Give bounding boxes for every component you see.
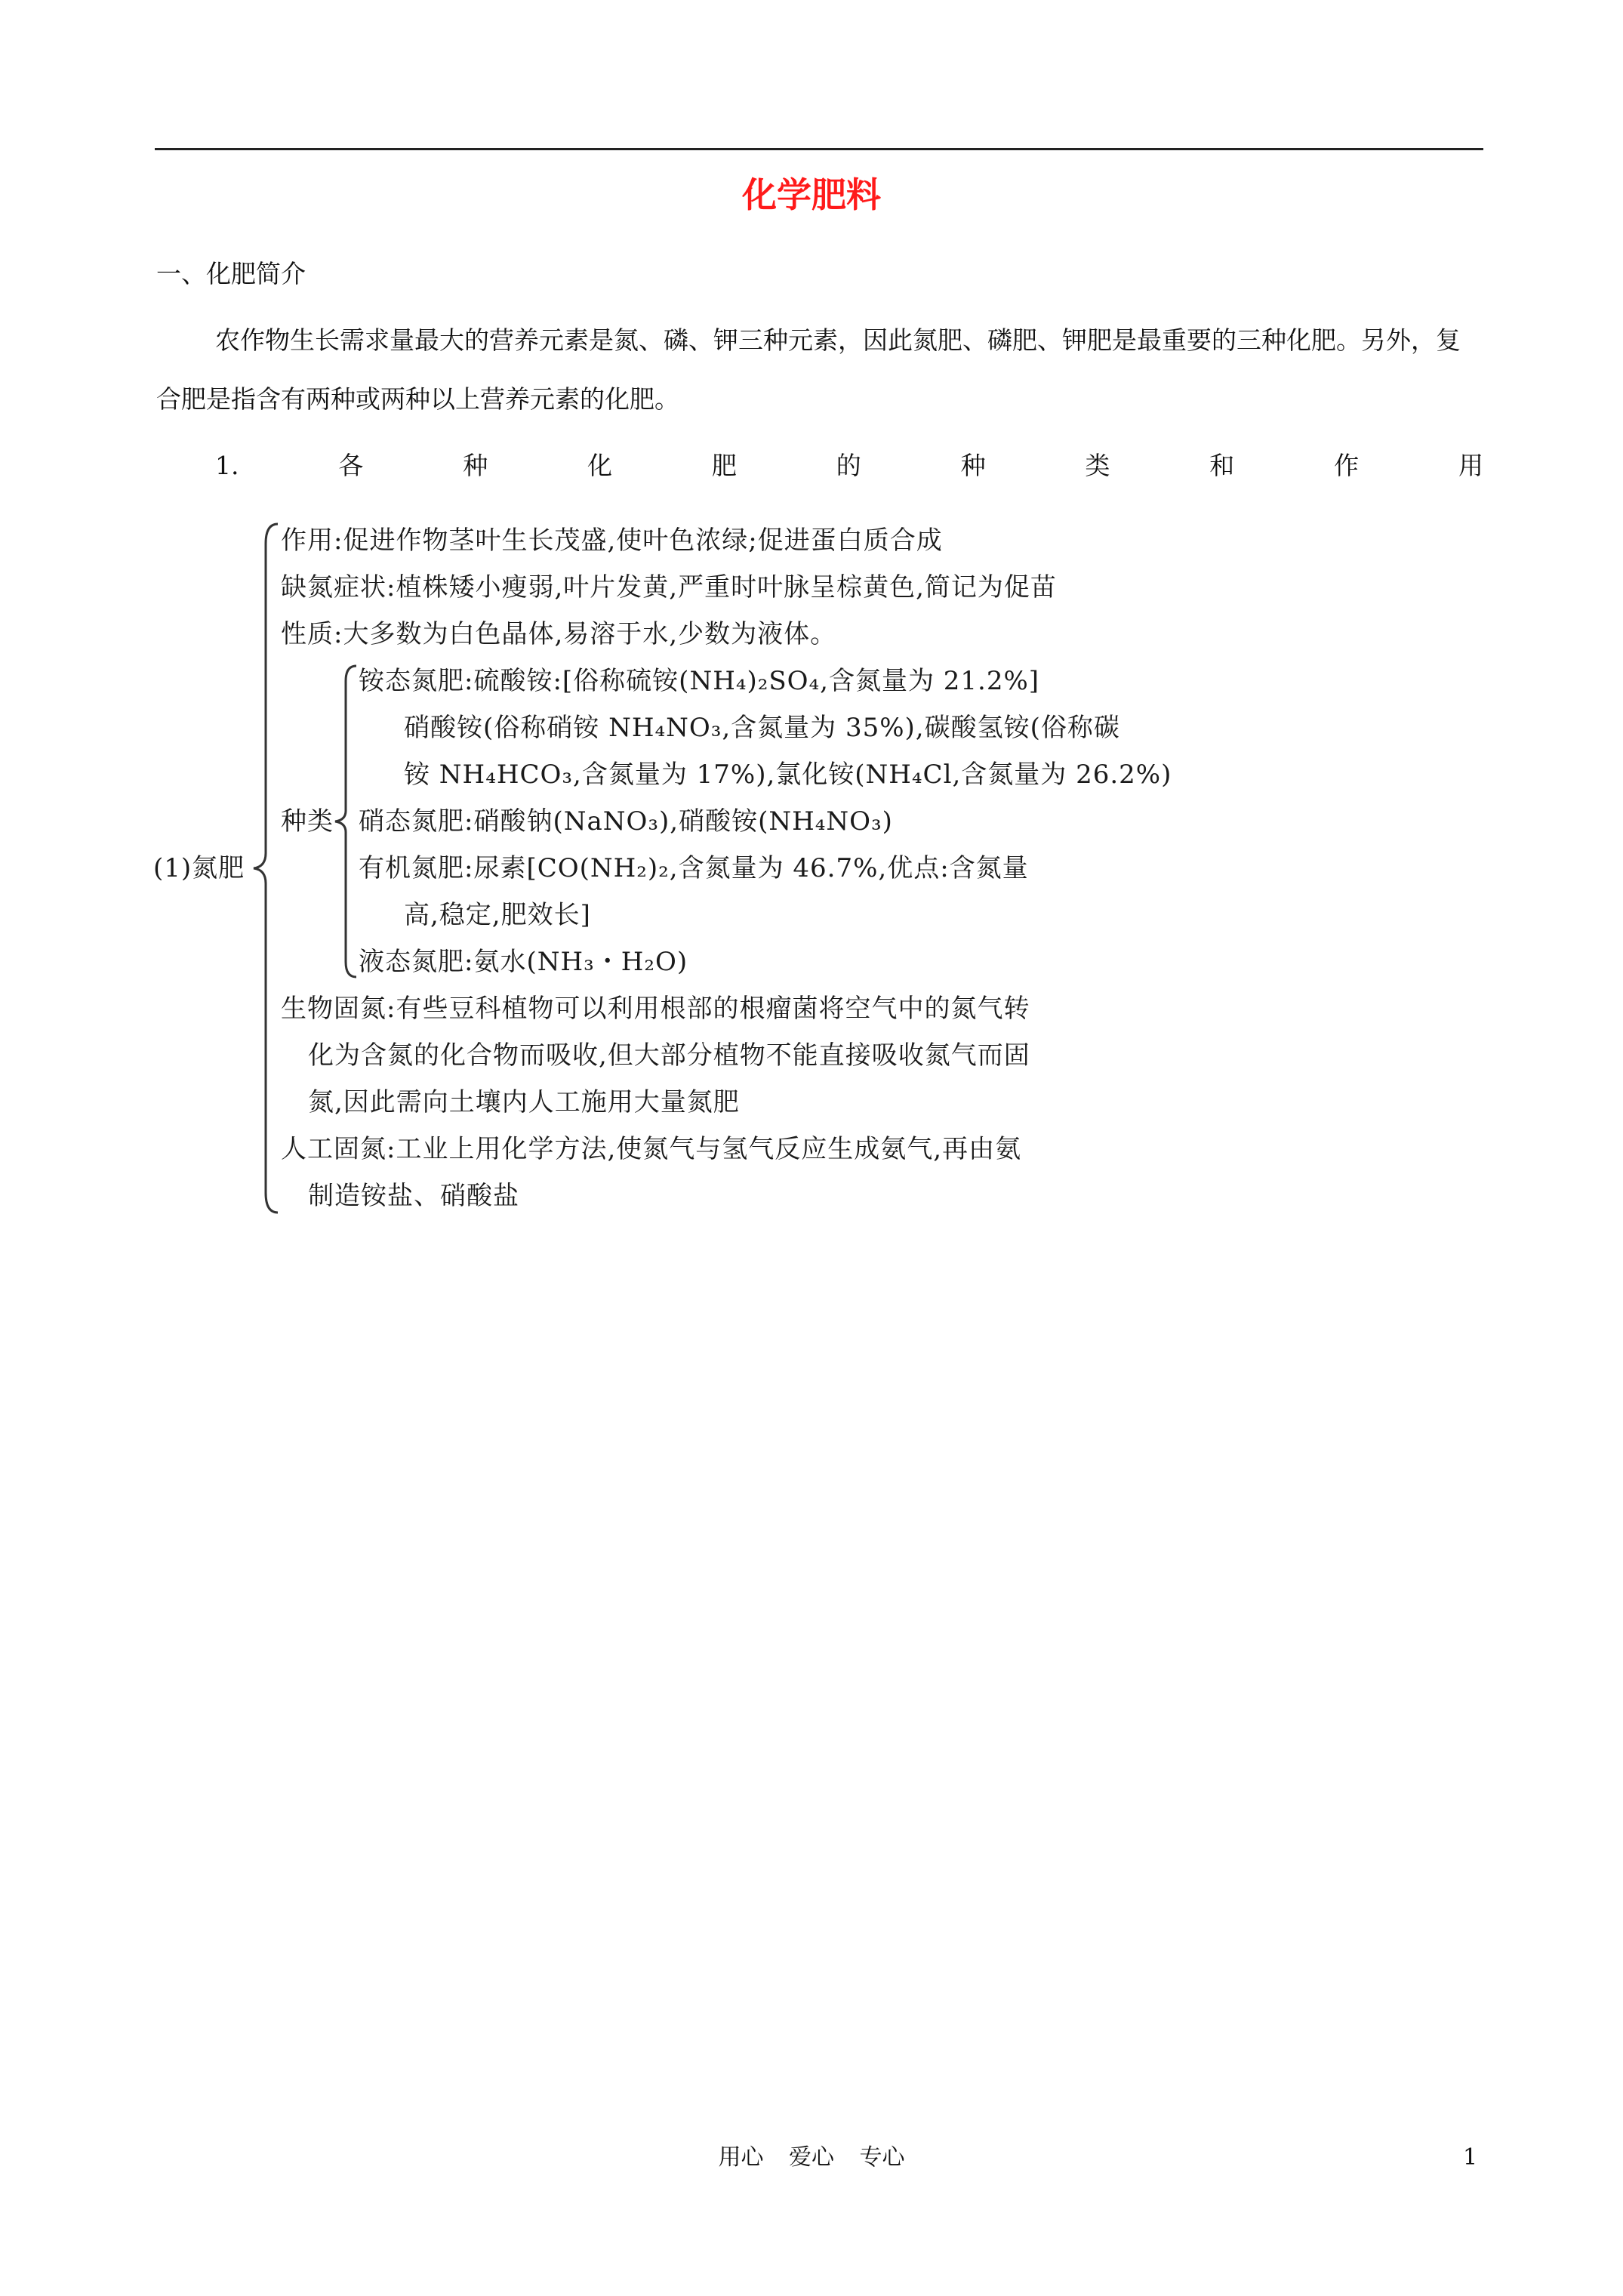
- header-rule: [155, 148, 1483, 150]
- list-item-char: 化: [587, 451, 613, 480]
- diagram-biological-line3: 氮,因此需向土壤内人工施用大量氮肥: [308, 1087, 740, 1117]
- list-item-1: [215, 448, 1483, 483]
- list-item-char: 类: [1085, 451, 1110, 480]
- footer-text: 用心 爱心 专心: [718, 2144, 905, 2171]
- list-item-number: 1.: [215, 451, 239, 480]
- list-item-char: 和: [1209, 451, 1235, 480]
- section-heading: 一、化肥简介: [156, 259, 306, 288]
- list-item-char: 各: [338, 451, 364, 480]
- list-item-char: 的: [836, 451, 861, 480]
- list-item-char: 用: [1458, 451, 1483, 480]
- diagram-ammonium-line1: 铵态氮肥:硫酸铵:[俗称硫铵(NH₄)₂SO₄,含氮量为 21.2%]: [359, 666, 1040, 696]
- intro-paragraph-text: 农作物生长需求量最大的营养元素是氮、磷、钾三种元素，因此氮肥、磷肥、钾肥是最重要的三种化肥。另外，复合肥是指含有两种或两种以上营养元素的化肥。: [156, 325, 1461, 414]
- list-item-char: 种: [463, 451, 488, 480]
- page-number: 1: [1463, 2144, 1478, 2171]
- types-brace: [332, 663, 358, 980]
- diagram-root-label: (1)氮肥: [153, 853, 245, 883]
- diagram-biological-line2: 化为含氮的化合物而吸收,但大部分植物不能直接吸收氮气而固: [308, 1040, 1030, 1071]
- diagram-organic-line1: 有机氮肥:尿素[CO(NH₂)₂,含氮量为 46.7%,优点:含氮量: [359, 853, 1029, 883]
- diagram-artificial-line1: 人工固氮:工业上用化学方法,使氮气与氢气反应生成氨气,再由氨: [281, 1134, 1022, 1164]
- diagram-nitrate: 硝态氮肥:硝酸钠(NaNO₃),硝酸铵(NH₄NO₃): [359, 806, 893, 837]
- diagram-deficiency: 缺氮症状:植株矮小瘦弱,叶片发黄,严重时叶脉呈棕黄色,简记为促苗: [281, 572, 1057, 603]
- diagram-function: 作用:促进作物茎叶生长茂盛,使叶色浓绿;促进蛋白质合成: [281, 525, 943, 556]
- diagram-artificial-line2: 制造铵盐、硝酸盐: [308, 1181, 519, 1211]
- list-item-char: 肥: [711, 451, 737, 480]
- diagram-types-label: 种类: [281, 806, 334, 837]
- diagram-biological-line1: 生物固氮:有些豆科植物可以利用根部的根瘤菌将空气中的氮气转: [281, 994, 1030, 1024]
- outer-brace: [249, 521, 279, 1216]
- list-item-char: 作: [1334, 451, 1360, 480]
- intro-paragraph: [156, 311, 1485, 429]
- diagram-organic-line2: 高,稳定,肥效长]: [404, 900, 591, 930]
- list-item-char: 种: [960, 451, 986, 480]
- diagram-property: 性质:大多数为白色晶体,易溶于水,少数为液体。: [281, 619, 837, 649]
- diagram-ammonium-line3: 铵 NH₄HCO₃,含氮量为 17%),氯化铵(NH₄Cl,含氮量为 26.2%): [404, 760, 1172, 790]
- diagram-ammonium-line2: 硝酸铵(俗称硝铵 NH₄NO₃,含氮量为 35%),碳酸氢铵(俗称碳: [404, 713, 1120, 743]
- page-title: 化学肥料: [742, 174, 881, 215]
- diagram-liquid: 液态氮肥:氨水(NH₃・H₂O): [359, 947, 688, 977]
